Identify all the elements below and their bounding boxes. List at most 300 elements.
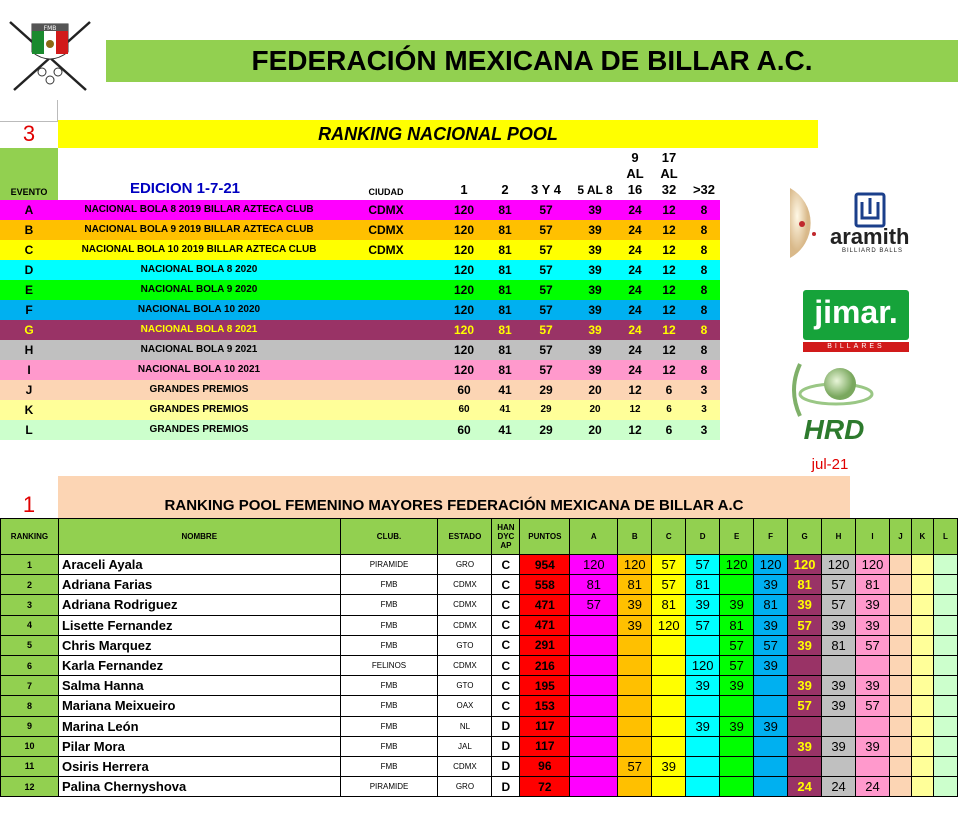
event-points: 6 xyxy=(666,404,672,415)
empty-cell xyxy=(0,100,58,122)
event-points: 57 xyxy=(539,203,553,217)
event-score xyxy=(618,676,652,696)
place-header: 9 AL 16 xyxy=(626,150,644,197)
state-cell: CDMX xyxy=(438,756,492,776)
state-cell: CDMX xyxy=(438,615,492,635)
event-score: 81 xyxy=(788,575,822,595)
club-cell: FELINOS xyxy=(340,655,438,675)
event-score xyxy=(618,736,652,756)
event-score xyxy=(933,615,957,635)
hrd-logo xyxy=(786,360,882,450)
event-city xyxy=(355,420,417,440)
event-score xyxy=(911,696,933,716)
event-score: 39 xyxy=(856,676,890,696)
event-points: 12 xyxy=(662,263,676,277)
event-score xyxy=(754,736,788,756)
event-score xyxy=(911,615,933,635)
event-letter: A xyxy=(24,203,34,217)
event-name: NACIONAL BOLA 8 2021 xyxy=(140,324,258,335)
col-event: K xyxy=(911,519,933,555)
event-row xyxy=(0,320,720,340)
event-points: 41 xyxy=(498,383,512,397)
event-score xyxy=(618,696,652,716)
event-score xyxy=(618,777,652,797)
event-points: 8 xyxy=(700,363,708,377)
event-score xyxy=(652,655,686,675)
rank-cell: 1 xyxy=(1,555,59,575)
event-points: 3 xyxy=(701,404,707,415)
event-score: 39 xyxy=(720,595,754,615)
event-row xyxy=(0,360,720,380)
handicap-cell: C xyxy=(492,555,520,575)
event-letter: J xyxy=(25,383,33,397)
col-event: B xyxy=(618,519,652,555)
event-points: 12 xyxy=(662,243,676,257)
points-cell: 72 xyxy=(520,777,570,797)
event-row xyxy=(0,220,720,240)
event-score xyxy=(570,696,618,716)
event-score: 120 xyxy=(754,555,788,575)
event-points: 41 xyxy=(499,404,511,415)
event-score: 39 xyxy=(856,615,890,635)
event-points: 120 xyxy=(453,263,475,277)
event-points: 12 xyxy=(662,203,676,217)
event-score xyxy=(686,736,720,756)
event-score xyxy=(890,676,912,696)
event-letter: F xyxy=(25,303,33,317)
handicap-cell: C xyxy=(492,575,520,595)
event-score: 57 xyxy=(822,595,856,615)
event-letter: D xyxy=(24,263,34,277)
event-row xyxy=(0,260,720,280)
club-cell: PIRAMIDE xyxy=(340,555,438,575)
col-nombre: NOMBRE xyxy=(58,519,340,555)
event-score xyxy=(788,716,822,736)
points-cell: 195 xyxy=(520,676,570,696)
event-city xyxy=(355,360,417,380)
jimar-logo xyxy=(803,290,909,352)
event-points: 120 xyxy=(453,363,475,377)
event-points: 24 xyxy=(628,243,642,257)
event-score xyxy=(754,676,788,696)
club-cell: FMB xyxy=(340,615,438,635)
event-city xyxy=(355,320,417,340)
event-points: 6 xyxy=(665,383,673,397)
event-score xyxy=(911,756,933,776)
event-points: 57 xyxy=(539,243,553,257)
handicap-cell: D xyxy=(492,736,520,756)
state-cell: CDMX xyxy=(438,575,492,595)
event-score xyxy=(856,756,890,776)
state-cell: GTO xyxy=(438,635,492,655)
ranking-nacional-title: RANKING NACIONAL POOL xyxy=(58,120,818,148)
ciudad-header: CIUDAD xyxy=(368,187,404,197)
event-points: 12 xyxy=(662,363,676,377)
event-points: 12 xyxy=(662,343,676,357)
ranking-table xyxy=(0,518,958,797)
player-name: Chris Marquez xyxy=(58,635,340,655)
event-score: 81 xyxy=(686,575,720,595)
event-score xyxy=(754,777,788,797)
event-points: 57 xyxy=(539,343,553,357)
hrd-text: HRD xyxy=(803,414,865,445)
event-score xyxy=(890,615,912,635)
event-score: 120 xyxy=(788,555,822,575)
rank-cell: 12 xyxy=(1,777,59,797)
club-cell: FMB xyxy=(340,736,438,756)
table-row xyxy=(1,777,958,797)
table-row xyxy=(1,736,958,756)
rank-cell: 6 xyxy=(1,655,59,675)
event-points: 24 xyxy=(628,283,642,297)
event-points: 60 xyxy=(457,423,471,437)
club-cell: FMB xyxy=(340,575,438,595)
event-score xyxy=(890,777,912,797)
col-event: F xyxy=(754,519,788,555)
event-score: 24 xyxy=(856,777,890,797)
event-points: 81 xyxy=(498,343,512,357)
event-score: 81 xyxy=(652,595,686,615)
event-score xyxy=(754,696,788,716)
event-score: 39 xyxy=(720,716,754,736)
col-ranking: RANKING xyxy=(1,519,59,555)
event-score xyxy=(911,676,933,696)
col-event: L xyxy=(933,519,957,555)
event-points: 57 xyxy=(539,263,553,277)
event-name: NACIONAL BOLA 10 2020 xyxy=(137,304,261,315)
event-score: 81 xyxy=(856,575,890,595)
event-score: 39 xyxy=(652,756,686,776)
event-points: 12 xyxy=(662,303,676,317)
event-score xyxy=(890,756,912,776)
event-name: NACIONAL BOLA 9 2020 xyxy=(140,284,258,295)
event-points: 8 xyxy=(700,263,708,277)
player-name: Adriana Rodriguez xyxy=(58,595,340,615)
event-score xyxy=(933,736,957,756)
event-score: 57 xyxy=(788,615,822,635)
table-row xyxy=(1,615,958,635)
player-name: Osiris Herrera xyxy=(58,756,340,776)
table-row xyxy=(1,575,958,595)
event-name: NACIONAL BOLA 8 2020 xyxy=(140,264,258,275)
event-score xyxy=(933,676,957,696)
event-letter: I xyxy=(27,363,31,377)
event-points: 39 xyxy=(588,343,602,357)
event-score xyxy=(652,777,686,797)
aramith-sub: BILLIARD BALLS xyxy=(842,248,904,254)
col-club: CLUB. xyxy=(340,519,438,555)
event-points: 29 xyxy=(539,383,553,397)
player-name: Lisette Fernandez xyxy=(58,615,340,635)
event-row xyxy=(0,280,720,300)
event-points: 12 xyxy=(662,283,676,297)
event-points: 20 xyxy=(588,383,602,397)
event-points: 60 xyxy=(458,404,470,415)
ranking-number-bottom: 1 xyxy=(22,492,36,517)
event-points: 57 xyxy=(539,323,553,337)
event-score xyxy=(933,635,957,655)
place-header: 2 xyxy=(501,182,509,197)
player-name: Salma Hanna xyxy=(58,676,340,696)
col-event: C xyxy=(652,519,686,555)
state-cell: CDMX xyxy=(438,595,492,615)
event-score: 57 xyxy=(686,615,720,635)
event-points: 57 xyxy=(539,223,553,237)
event-city xyxy=(355,380,417,400)
event-score: 39 xyxy=(618,595,652,615)
event-points: 8 xyxy=(700,223,708,237)
event-points: 39 xyxy=(588,223,602,237)
event-score xyxy=(652,696,686,716)
club-cell: FMB xyxy=(340,676,438,696)
col-event: A xyxy=(570,519,618,555)
event-points: 41 xyxy=(498,423,512,437)
col-event: D xyxy=(686,519,720,555)
event-score xyxy=(911,777,933,797)
points-cell: 558 xyxy=(520,575,570,595)
fmb-logo xyxy=(4,14,96,94)
state-cell: GRO xyxy=(438,555,492,575)
table-row xyxy=(1,716,958,736)
event-score: 57 xyxy=(570,595,618,615)
event-score: 39 xyxy=(822,696,856,716)
col-event: H xyxy=(822,519,856,555)
event-points: 81 xyxy=(498,363,512,377)
event-score xyxy=(570,716,618,736)
points-cell: 96 xyxy=(520,756,570,776)
club-cell: FMB xyxy=(340,696,438,716)
event-score xyxy=(720,777,754,797)
event-points: 24 xyxy=(628,223,642,237)
event-letter: E xyxy=(24,283,33,297)
event-score: 57 xyxy=(822,575,856,595)
aramith-text: aramith xyxy=(830,224,910,249)
event-points: 57 xyxy=(539,303,553,317)
event-score: 39 xyxy=(822,676,856,696)
event-score xyxy=(686,777,720,797)
points-cell: 471 xyxy=(520,615,570,635)
event-name: NACIONAL BOLA 9 2021 xyxy=(140,344,258,355)
event-score: 57 xyxy=(686,555,720,575)
event-score: 57 xyxy=(788,696,822,716)
event-score xyxy=(822,655,856,675)
event-score: 39 xyxy=(754,615,788,635)
table-row xyxy=(1,555,958,575)
event-score xyxy=(911,655,933,675)
event-score xyxy=(570,635,618,655)
place-header: >32 xyxy=(692,182,716,197)
event-points: 8 xyxy=(700,343,708,357)
col-event: J xyxy=(890,519,912,555)
event-name: NACIONAL BOLA 9 2019 BILLAR AZTECA CLUB xyxy=(84,224,314,235)
player-name: Adriana Farias xyxy=(58,575,340,595)
event-name: GRANDES PREMIOS xyxy=(149,404,249,415)
event-points: 12 xyxy=(629,404,641,415)
club-cell: FMB xyxy=(340,716,438,736)
event-score: 81 xyxy=(570,575,618,595)
rank-cell: 11 xyxy=(1,756,59,776)
event-score xyxy=(890,736,912,756)
event-points: 120 xyxy=(453,243,475,257)
event-points: 3 xyxy=(700,383,708,397)
event-score xyxy=(890,595,912,615)
event-row xyxy=(0,240,720,260)
event-score: 81 xyxy=(720,615,754,635)
event-score: 120 xyxy=(822,555,856,575)
event-city xyxy=(355,280,417,300)
rank-cell: 3 xyxy=(1,595,59,615)
event-name: NACIONAL BOLA 8 2019 BILLAR AZTECA CLUB xyxy=(84,204,314,215)
jimar-text: jimar. xyxy=(814,294,898,330)
event-score xyxy=(933,696,957,716)
date-label: jul-21 xyxy=(811,456,849,473)
event-score: 120 xyxy=(720,555,754,575)
event-points: 39 xyxy=(588,283,602,297)
event-score xyxy=(856,655,890,675)
state-cell: GTO xyxy=(438,676,492,696)
handicap-cell: D xyxy=(492,777,520,797)
event-points: 57 xyxy=(539,363,553,377)
col-handicap: HAN DYC AP xyxy=(492,519,520,555)
event-points: 81 xyxy=(498,303,512,317)
rank-cell: 8 xyxy=(1,696,59,716)
event-score: 57 xyxy=(754,635,788,655)
points-cell: 471 xyxy=(520,595,570,615)
event-letter: H xyxy=(24,343,34,357)
event-points: 120 xyxy=(453,203,475,217)
handicap-cell: C xyxy=(492,615,520,635)
event-points: 39 xyxy=(588,363,602,377)
event-score xyxy=(570,777,618,797)
event-score xyxy=(890,635,912,655)
event-score: 120 xyxy=(652,615,686,635)
event-points: 81 xyxy=(498,223,512,237)
event-score: 120 xyxy=(856,555,890,575)
event-points: 81 xyxy=(498,263,512,277)
event-score: 39 xyxy=(856,595,890,615)
event-score: 39 xyxy=(720,676,754,696)
col-event: G xyxy=(788,519,822,555)
event-points: 29 xyxy=(540,404,552,415)
event-score: 57 xyxy=(856,635,890,655)
event-points: 120 xyxy=(453,223,475,237)
event-row xyxy=(0,200,720,220)
event-score xyxy=(720,575,754,595)
event-score xyxy=(570,655,618,675)
event-city: CDMX xyxy=(368,203,404,217)
rank-cell: 7 xyxy=(1,676,59,696)
col-puntos: PUNTOS xyxy=(520,519,570,555)
event-letter: B xyxy=(24,223,34,237)
event-score: 120 xyxy=(686,655,720,675)
rank-cell: 9 xyxy=(1,716,59,736)
col-estado: ESTADO xyxy=(438,519,492,555)
handicap-cell: D xyxy=(492,716,520,736)
club-cell: FMB xyxy=(340,756,438,776)
event-score xyxy=(570,676,618,696)
event-name: NACIONAL BOLA 10 2021 xyxy=(137,364,261,375)
event-points: 120 xyxy=(453,343,475,357)
event-row xyxy=(0,340,720,360)
event-city xyxy=(355,340,417,360)
event-score: 39 xyxy=(754,655,788,675)
event-points: 8 xyxy=(700,303,708,317)
points-cell: 216 xyxy=(520,655,570,675)
rank-cell: 4 xyxy=(1,615,59,635)
event-score xyxy=(933,655,957,675)
jimar-sub: BILLARES xyxy=(803,342,909,352)
event-score: 39 xyxy=(618,615,652,635)
club-cell: FMB xyxy=(340,595,438,615)
event-points: 81 xyxy=(498,243,512,257)
event-score xyxy=(933,756,957,776)
table-row xyxy=(1,655,958,675)
event-score xyxy=(570,756,618,776)
points-cell: 117 xyxy=(520,736,570,756)
event-score: 39 xyxy=(788,736,822,756)
player-name: Marina León xyxy=(58,716,340,736)
svg-text:FMB: FMB xyxy=(43,25,57,32)
event-score xyxy=(933,555,957,575)
state-cell: OAX xyxy=(438,696,492,716)
player-name: Palina Chernyshova xyxy=(58,777,340,797)
event-points: 39 xyxy=(588,323,602,337)
player-name: Pilar Mora xyxy=(58,736,340,756)
event-score: 57 xyxy=(720,655,754,675)
event-score: 39 xyxy=(822,736,856,756)
event-score xyxy=(911,716,933,736)
event-score xyxy=(754,756,788,776)
event-name: GRANDES PREMIOS xyxy=(149,384,249,395)
event-points: 39 xyxy=(588,243,602,257)
event-score xyxy=(890,696,912,716)
aramith-logo xyxy=(790,188,930,258)
col-event: E xyxy=(720,519,754,555)
event-score xyxy=(720,736,754,756)
event-score: 39 xyxy=(788,595,822,615)
event-score xyxy=(686,756,720,776)
event-score: 57 xyxy=(652,555,686,575)
state-cell: GRO xyxy=(438,777,492,797)
event-score xyxy=(686,635,720,655)
club-cell: PIRAMIDE xyxy=(340,777,438,797)
event-points: 3 xyxy=(700,423,708,437)
event-score xyxy=(720,756,754,776)
handicap-cell: C xyxy=(492,696,520,716)
ranking-femenino-title: RANKING POOL FEMENINO MAYORES FEDERACIÓN MEXICANA DE BILLAR A.C xyxy=(58,476,850,518)
event-score xyxy=(911,736,933,756)
event-points: 57 xyxy=(539,283,553,297)
event-score: 39 xyxy=(788,635,822,655)
event-score xyxy=(570,736,618,756)
table-row xyxy=(1,756,958,776)
event-city xyxy=(355,260,417,280)
event-points: 6 xyxy=(665,423,673,437)
event-points: 39 xyxy=(588,203,602,217)
points-cell: 291 xyxy=(520,635,570,655)
state-cell: JAL xyxy=(438,736,492,756)
event-row xyxy=(0,420,720,440)
event-score xyxy=(652,635,686,655)
event-city xyxy=(355,300,417,320)
event-score xyxy=(788,756,822,776)
event-score: 81 xyxy=(822,635,856,655)
event-points: 60 xyxy=(457,383,471,397)
table-row xyxy=(1,595,958,615)
points-cell: 153 xyxy=(520,696,570,716)
event-points: 24 xyxy=(628,343,642,357)
event-points: 24 xyxy=(628,303,642,317)
